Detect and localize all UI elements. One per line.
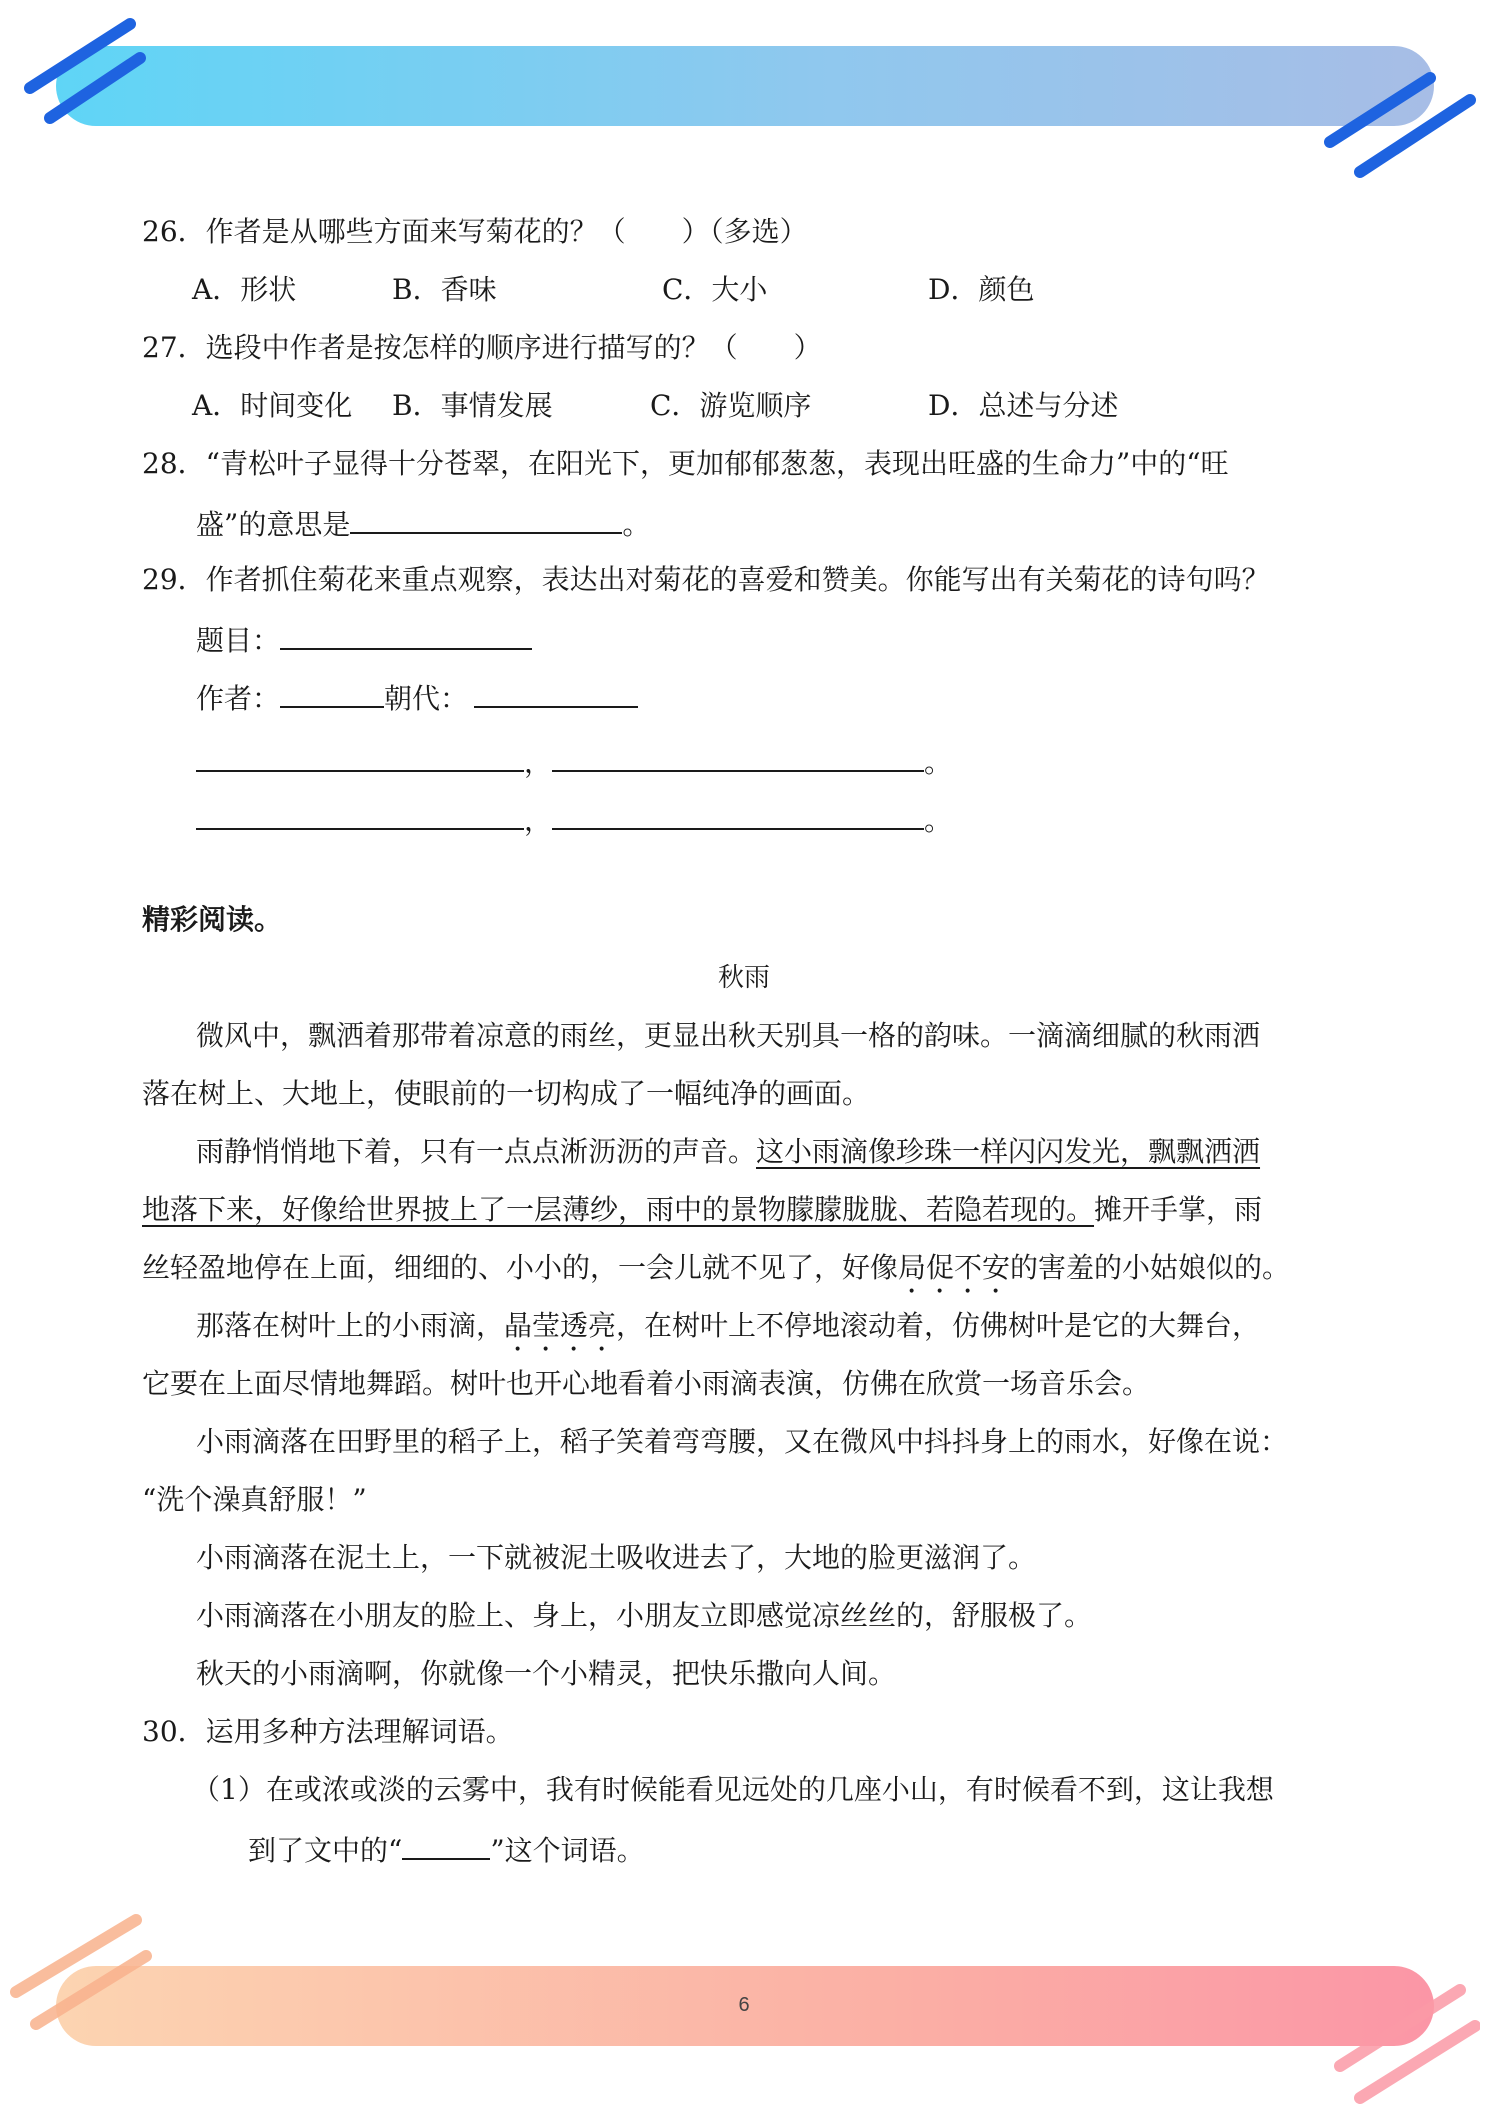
passage-paragraph-4-line-2: “洗个澡真舒服！” <box>142 1483 367 1516</box>
passage-paragraph-1-line-2: 落在树上、大地上，使眼前的一切构成了一幅纯净的画面。 <box>142 1077 871 1110</box>
question-28-prompt: 盛”的意思是 <box>196 508 351 541</box>
question-29-stem: 29．作者抓住菊花来重点观察，表达出对菊花的喜爱和赞美。你能写出有关菊花的诗句吗？ <box>142 563 1270 596</box>
question-27-stem: 27．选段中作者是按怎样的顺序进行描写的？（ ） <box>142 331 822 364</box>
question-30-sub-1-line-1: （1）在或浓或淡的云雾中，我有时候能看见远处的几座小山，有时候看不到，这让我想 <box>192 1773 1274 1806</box>
question-30-stem: 30．运用多种方法理解词语。 <box>142 1715 514 1748</box>
poem-line-2-comma: ， <box>524 804 553 837</box>
question-26-stem: 26．作者是从哪些方面来写菊花的？（ ）（多选） <box>142 215 808 248</box>
question-26-option-d: D．颜色 <box>928 273 1035 306</box>
question-26-option-b: B．香味 <box>392 273 497 306</box>
question-28-answer-line <box>196 504 650 543</box>
paragraph-2-text: 雨静悄悄地下着，只有一点点淅沥沥的声音。 <box>196 1135 757 1168</box>
page-number: 6 <box>738 1994 750 2016</box>
question-27-option-c: C．游览顺序 <box>650 389 812 422</box>
poem-line-1-period: 。 <box>924 746 953 779</box>
section-heading: 精彩阅读。 <box>142 903 283 936</box>
passage-title: 秋雨 <box>717 963 770 993</box>
poem-line-row-1 <box>196 742 952 781</box>
question-30-prompt-end: ”这个词语。 <box>490 1834 645 1867</box>
dotted-word-ju-cu-bu-an: 局促不安 <box>898 1251 1011 1284</box>
question-30-sub-1-line-2 <box>248 1830 645 1869</box>
passage-paragraph-2-line-1 <box>196 1134 1260 1170</box>
dotted-word-jing-ying-tou-liang: 晶莹透亮 <box>504 1309 617 1342</box>
question-29-author-row <box>196 678 638 717</box>
question-28-stem: 28．“青松叶子显得十分苍翠，在阳光下，更加郁郁葱葱，表现出旺盛的生命力”中的“旺 <box>142 447 1229 480</box>
passage-paragraph-3-line-1 <box>196 1308 1260 1358</box>
paragraph-2-text: 丝轻盈地停在上面，细细的、小小的，一会儿就不见了，好像 <box>142 1251 899 1284</box>
header-right-stripes-icon <box>1320 60 1480 190</box>
poem-title-blank[interactable] <box>280 620 532 650</box>
poem-dynasty-label: 朝代： <box>384 682 469 715</box>
question-27-option-b: B．事情发展 <box>392 389 553 422</box>
paragraph-2-text: 的害羞的小姑娘似的。 <box>1010 1251 1291 1284</box>
poem-line-1-comma: ， <box>524 746 553 779</box>
question-28-answer-blank[interactable] <box>350 504 622 534</box>
poem-author-label: 作者： <box>196 682 281 715</box>
question-26-option-c: C．大小 <box>662 273 768 306</box>
poem-line-2a-blank[interactable] <box>196 800 524 830</box>
underlined-sentence-part-1: 这小雨滴像珍珠一样闪闪发光，飘飘洒洒 <box>756 1135 1261 1168</box>
poem-line-row-2 <box>196 800 952 839</box>
question-30-prompt: 到了文中的“ <box>248 1834 403 1867</box>
passage-paragraph-7: 秋天的小雨滴啊，你就像一个小精灵，把快乐撒向人间。 <box>196 1657 897 1690</box>
question-27-option-d: D．总述与分述 <box>928 389 1119 422</box>
passage-paragraph-2-line-3 <box>142 1250 1290 1300</box>
question-26-option-a: A．形状 <box>192 273 297 306</box>
passage-paragraph-2-line-2 <box>142 1192 1262 1228</box>
question-29-title-row <box>196 620 532 659</box>
header-decoration-band <box>56 46 1434 126</box>
poem-line-2-period: 。 <box>924 804 953 837</box>
underlined-sentence-part-2: 地落下来，好像给世界披上了一层薄纱，雨中的景物朦朦胧胧、若隐若现的。 <box>142 1193 1095 1226</box>
poem-line-1b-blank[interactable] <box>552 742 924 772</box>
passage-paragraph-4-line-1: 小雨滴落在田野里的稻子上，稻子笑着弯弯腰，又在微风中抖抖身上的雨水，好像在说： <box>196 1425 1289 1458</box>
question-27-option-a: A．时间变化 <box>192 389 353 422</box>
poem-line-2b-blank[interactable] <box>552 800 924 830</box>
passage-paragraph-5: 小雨滴落在泥土上，一下就被泥土吸收进去了，大地的脸更滋润了。 <box>196 1541 1037 1574</box>
question-30-answer-blank[interactable] <box>402 1830 490 1860</box>
paragraph-2-text: 摊开手掌，雨 <box>1094 1193 1263 1226</box>
passage-paragraph-1-line-1: 微风中，飘洒着那带着凉意的雨丝，更显出秋天别具一格的韵味。一滴滴细腻的秋雨洒 <box>196 1019 1261 1052</box>
poem-dynasty-blank[interactable] <box>474 678 638 708</box>
poem-author-blank[interactable] <box>280 678 384 708</box>
paragraph-3-text: ，在树叶上不停地滚动着，仿佛树叶是它的大舞台， <box>616 1309 1261 1342</box>
poem-title-label: 题目： <box>196 624 281 657</box>
poem-line-1a-blank[interactable] <box>196 742 524 772</box>
passage-paragraph-6: 小雨滴落在小朋友的脸上、身上，小朋友立即感觉凉丝丝的，舒服极了。 <box>196 1599 1093 1632</box>
passage-paragraph-3-line-2: 它要在上面尽情地舞蹈。树叶也开心地看着小雨滴表演，仿佛在欣赏一场音乐会。 <box>142 1367 1151 1400</box>
paragraph-3-text: 那落在树叶上的小雨滴， <box>196 1309 505 1342</box>
header-left-stripes-icon <box>10 10 150 130</box>
question-28-end-mark: 。 <box>622 508 651 541</box>
